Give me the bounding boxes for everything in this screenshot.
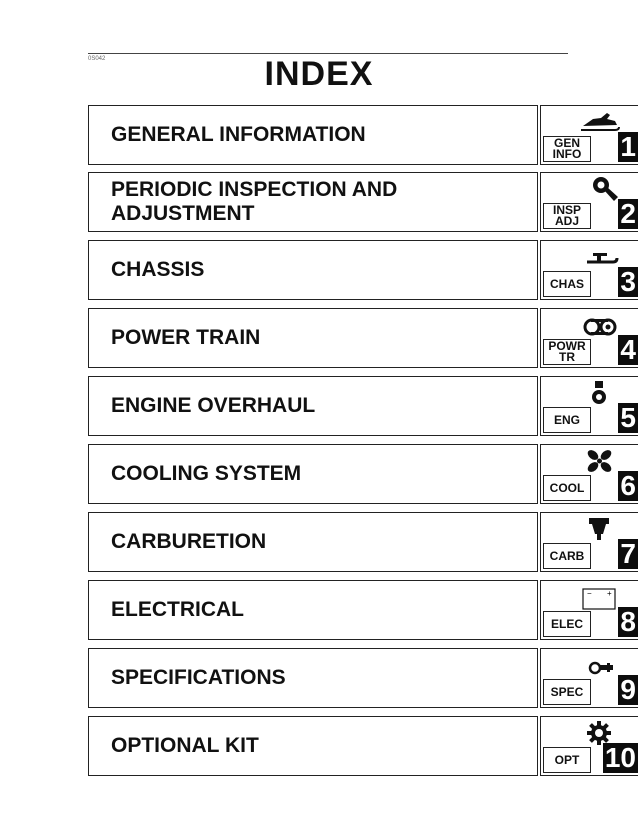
section-title: POWER TRAIN: [111, 326, 261, 349]
section-title-box[interactable]: [88, 240, 538, 300]
svg-text:+: +: [607, 589, 612, 598]
section-title-box[interactable]: [88, 172, 538, 232]
index-row[interactable]: [88, 580, 638, 642]
section-abbreviation: SPEC: [543, 679, 591, 705]
index-row[interactable]: [88, 240, 638, 302]
section-title: CHASSIS: [111, 258, 205, 281]
section-tab[interactable]: [540, 376, 638, 436]
header-rule: [88, 53, 568, 54]
section-abbreviation: INSP ADJ: [543, 203, 591, 229]
section-tab[interactable]: [540, 580, 638, 640]
document-code: 0S042: [88, 56, 106, 62]
section-abbreviation: ENG: [543, 407, 591, 433]
section-title-box[interactable]: [88, 580, 538, 640]
section-tab[interactable]: [540, 172, 638, 232]
carburetor-icon: [577, 516, 621, 542]
snowmobile-icon: [577, 109, 621, 135]
section-number: 3: [620, 266, 636, 297]
section-abbreviation: OPT: [543, 747, 591, 773]
section-number: 5: [620, 402, 636, 433]
section-title-box[interactable]: [88, 444, 538, 504]
section-title-box[interactable]: [88, 716, 538, 776]
section-number: 7: [620, 538, 636, 569]
wrench-icon: [577, 176, 621, 202]
section-abbreviation: GEN INFO: [543, 136, 591, 162]
section-number: 1: [620, 131, 636, 162]
section-number: 10: [604, 742, 636, 773]
section-title: OPTIONAL KIT: [111, 734, 259, 757]
svg-text:−: −: [587, 589, 592, 598]
section-tab[interactable]: [540, 648, 638, 708]
battery-icon: [577, 584, 621, 610]
section-title-box[interactable]: [88, 648, 538, 708]
section-tab[interactable]: [540, 716, 638, 776]
section-number: 9: [620, 674, 636, 705]
section-title: PERIODIC INSPECTION AND ADJUSTMENT: [111, 178, 398, 225]
section-title: CARBURETION: [111, 530, 267, 553]
wrench-spec-icon: [577, 652, 621, 678]
piston-icon: [577, 380, 621, 406]
section-tab[interactable]: [540, 308, 638, 368]
index-row[interactable]: [88, 172, 638, 234]
section-tab[interactable]: [540, 240, 638, 300]
section-title-box[interactable]: [88, 105, 538, 165]
section-abbreviation: ELEC: [543, 611, 591, 637]
section-title: ENGINE OVERHAUL: [111, 394, 316, 417]
section-title: SPECIFICATIONS: [111, 666, 286, 689]
index-row[interactable]: [88, 105, 638, 167]
section-title-box[interactable]: [88, 376, 538, 436]
index-row[interactable]: [88, 716, 638, 778]
index-row[interactable]: [88, 512, 638, 574]
section-abbreviation: COOL: [543, 475, 591, 501]
section-tab[interactable]: [540, 105, 638, 165]
section-tab[interactable]: [540, 444, 638, 504]
section-abbreviation: POWR TR: [543, 339, 591, 365]
section-number: 8: [620, 606, 636, 637]
section-number: 4: [620, 334, 636, 365]
section-title: GENERAL INFORMATION: [111, 123, 366, 146]
index-row[interactable]: [88, 308, 638, 370]
section-number: 2: [620, 198, 636, 229]
index-row[interactable]: [88, 376, 638, 438]
index-row[interactable]: [88, 444, 638, 506]
section-number: 6: [620, 470, 636, 501]
section-title-box[interactable]: [88, 308, 538, 368]
section-title-box[interactable]: [88, 512, 538, 572]
section-abbreviation: CHAS: [543, 271, 591, 297]
ski-icon: [577, 244, 621, 270]
section-title: ELECTRICAL: [111, 598, 244, 621]
page-title: INDEX: [264, 55, 374, 93]
section-abbreviation: CARB: [543, 543, 591, 569]
section-tab[interactable]: [540, 512, 638, 572]
index-row[interactable]: [88, 648, 638, 710]
section-title: COOLING SYSTEM: [111, 462, 302, 485]
fan-icon: [577, 448, 621, 474]
drive-belt-icon: [577, 312, 621, 338]
